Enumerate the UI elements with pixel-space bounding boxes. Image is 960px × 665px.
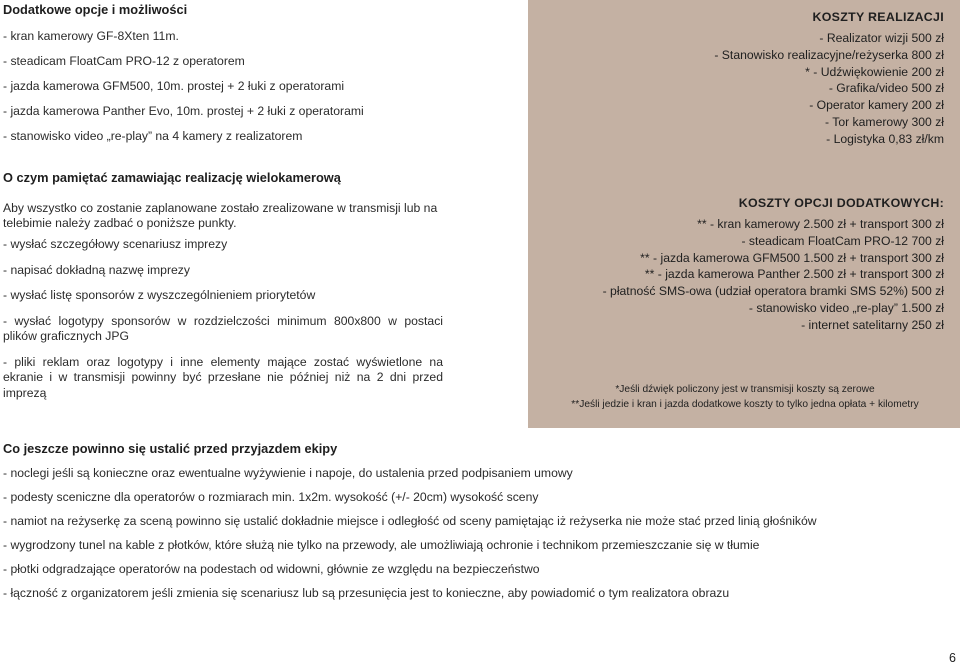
- list-item: - napisać dokładną nazwę imprezy: [3, 262, 190, 277]
- additional-options-list: [3, 29, 443, 143]
- cost-item: - Operator kamery 200 zł: [809, 98, 944, 113]
- list-item: - namiot na reżyserkę za sceną powinno się ustalić dokładnie miejsce i odległość od sceny pamiętając iż reżyserka nie może stać przed linią głośników: [3, 514, 817, 528]
- list-item: - jazda kamerowa Panther Evo, 10m. prostej + 2 łuki z operatorami: [3, 104, 364, 118]
- list-item: - podesty sceniczne dla operatorów o rozmiarach min. 1x2m. wysokość (+/- 20cm) wysokość sceny: [3, 490, 539, 504]
- list-item: - jazda kamerowa GFM500, 10m. prostej + 2 łuki z operatorami: [3, 79, 345, 93]
- cost-item: ** - kran kamerowy 2.500 zł + transport 300 zł: [697, 217, 944, 231]
- multicam-tips-section: [3, 170, 443, 401]
- pricing-panel: [528, 0, 960, 428]
- page-number: 6: [949, 651, 956, 665]
- cost-item: - internet satelitarny 250 zł: [801, 317, 944, 332]
- list-item: - płotki odgradzające operatorów na podestach od widowni, głównie ze względu na bezpieczeństwo: [3, 562, 540, 576]
- cost-item: - Logistyka 0,83 zł/km: [826, 131, 944, 146]
- production-costs-title: KOSZTY REALIZACJI: [812, 10, 944, 24]
- list-item: - wysłać logotypy sponsorów w rozdzielczości minimum 800x800 w postaci plików graficznych JPG: [3, 313, 443, 343]
- cost-item: - Tor kamerowy 300 zł: [825, 114, 944, 129]
- cost-item: - Realizator wizji 500 zł: [819, 31, 944, 45]
- list-item: - łączność z organizatorem jeśli zmienia się scenariusz lub są przesunięcia jest to konieczne, aby powiadomić o tym realizatora obrazu: [3, 586, 730, 600]
- list-item: - stanowisko video „re-play” na 4 kamery z realizatorem: [3, 129, 303, 143]
- cost-item: - Stanowisko realizacyjne/reżyserka 800 zł: [714, 47, 944, 62]
- cost-item: - steadicam FloatCam PRO-12 700 zł: [741, 233, 944, 248]
- cost-item: * - Udźwiękowienie 200 zł: [805, 64, 944, 79]
- production-costs-block: [714, 10, 944, 148]
- multicam-tips-title: O czym pamiętać zamawiając realizację wielokamerową: [3, 170, 341, 185]
- cost-item: - Grafika/video 500 zł: [828, 81, 944, 96]
- footnote: **Jeśli jedzie i kran i jazda dodatkowe koszty to tylko jedna opłata + kilometry: [571, 399, 919, 410]
- cost-item: - płatność SMS-owa (udział operatora bramki SMS 52%) 500 zł: [602, 284, 944, 299]
- cost-item: - stanowisko video „re-play” 1.500 zł: [748, 300, 944, 315]
- list-item: - steadicam FloatCam PRO-12 z operatorem: [3, 54, 245, 68]
- footnote: *Jeśli dźwięk policzony jest w transmisji koszty są zerowe: [615, 384, 875, 395]
- list-item: - wysłać listę sponsorów z wyszczególnieniem priorytetów: [3, 288, 316, 302]
- footnotes: [528, 382, 960, 412]
- additional-options-title: Dodatkowe opcje i możliwości: [3, 2, 188, 17]
- list-item: - wysłać szczegółowy scenariusz imprezy: [3, 237, 228, 251]
- before-arrival-title: Co jeszcze powinno się ustalić przed przyjazdem ekipy: [3, 441, 338, 456]
- multicam-tips-intro: Aby wszystko co zostanie zaplanowane zostało zrealizowane w transmisji lub na telebimie należy zadbać o poniższe punkty.: [3, 201, 438, 230]
- list-item: - wygrodzony tunel na kable z płotków, które służą nie tylko na przewody, ale umożliwiają ochronie i technikom przemieszczanie się w tłumie: [3, 538, 760, 552]
- additional-options-section: [3, 2, 443, 143]
- cost-item: ** - jazda kamerowa GFM500 1.500 zł + transport 300 zł: [640, 250, 944, 265]
- option-costs-block: [603, 196, 944, 334]
- before-arrival-section: [3, 441, 943, 600]
- option-costs-title: KOSZTY OPCJI DODATKOWYCH:: [738, 196, 944, 210]
- list-item: - pliki reklam oraz logotypy i inne elementy mające zostać wyświetlone na ekranie i w transmisji powinny być przesłane nie później niż na 2 dni przed imprezą: [3, 354, 443, 400]
- cost-item: ** - jazda kamerowa Panther 2.500 zł + transport 300 zł: [644, 267, 944, 282]
- list-item: - noclegi jeśli są konieczne oraz ewentualne wyżywienie i napoje, do ustalenia przed podpisaniem umowy: [3, 466, 573, 480]
- list-item: - kran kamerowy GF-8Xten 11m.: [3, 29, 179, 43]
